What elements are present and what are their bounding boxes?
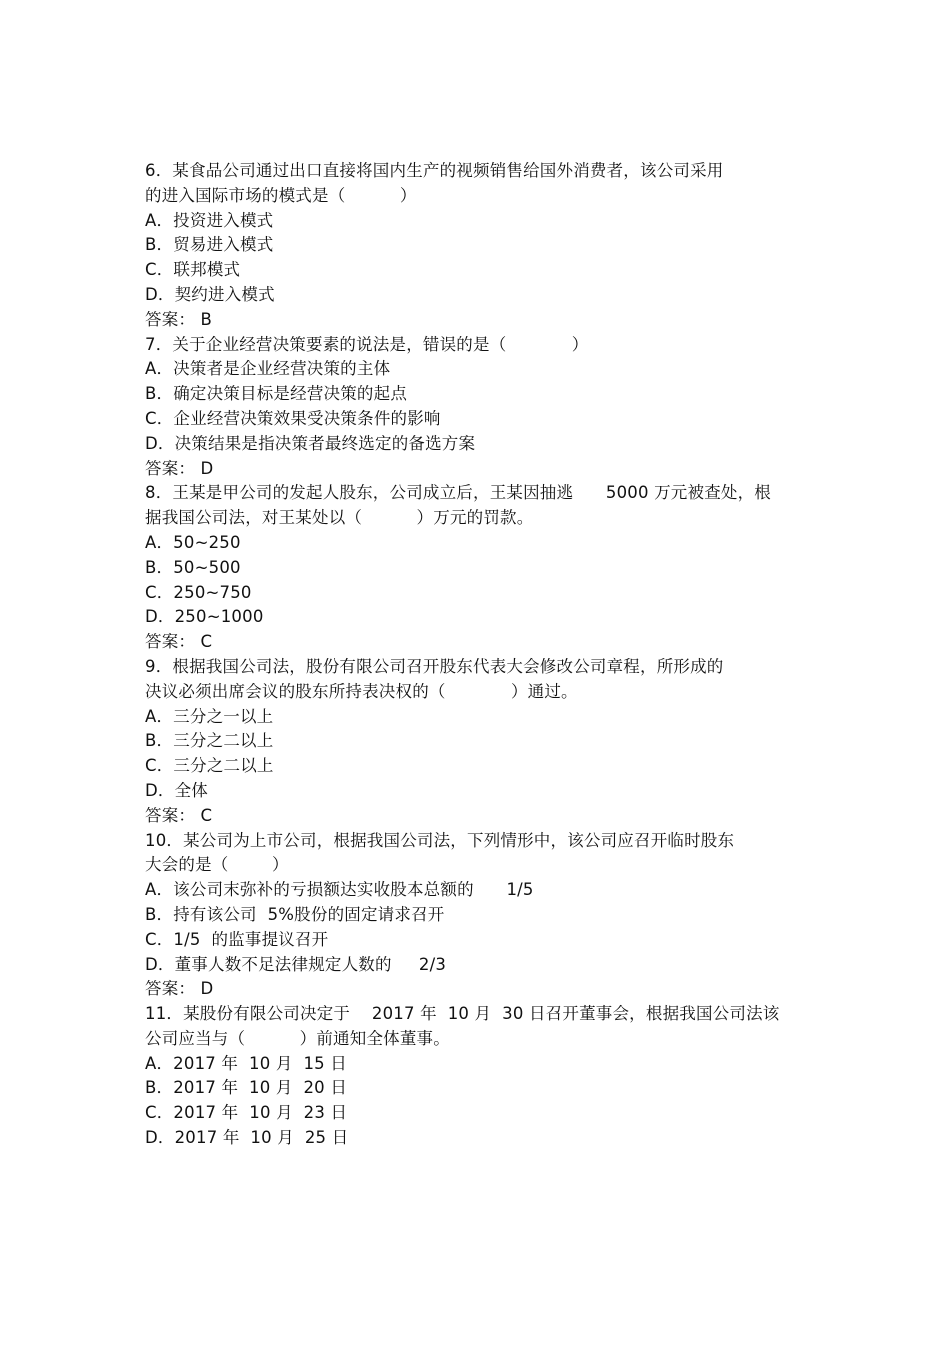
question-stem: 据我国公司法，对王某处以（ ）万元的罚款。: [145, 508, 534, 528]
question-stem: 9．根据我国公司法，股份有限公司召开股东代表大会修改公司章程，所形成的: [145, 656, 724, 676]
option-a: A．2017 年 10 月 15 日: [145, 1053, 347, 1073]
option-b: B．确定决策目标是经营决策的起点: [145, 384, 408, 404]
question-11: [145, 1002, 825, 1151]
option-d: D．决策结果是指决策者最终选定的备选方案: [145, 433, 476, 453]
question-stem: 大会的是（ ）: [145, 855, 289, 875]
option-a: A．决策者是企业经营决策的主体: [145, 359, 391, 379]
question-stem: 6．某食品公司通过出口直接将国内生产的视频销售给国外消费者，该公司采用: [145, 161, 724, 180]
question-stem: 公司应当与（ ）前通知全体董事。: [145, 1028, 450, 1048]
question-stem: 10．某公司为上市公司，根据我国公司法，下列情形中，该公司应召开临时股东: [145, 830, 735, 850]
answer: 答案： C: [145, 805, 213, 825]
question-9: [145, 655, 825, 829]
answer: 答案： D: [145, 458, 214, 478]
option-b: B．三分之二以上: [145, 731, 274, 751]
option-d: D．2017 年 10 月 25 日: [145, 1128, 349, 1148]
option-c: C．2017 年 10 月 23 日: [145, 1103, 348, 1123]
option-b: B．持有该公司 5%股份的固定请求召开: [145, 904, 445, 924]
option-c: C．企业经营决策效果受决策条件的影响: [145, 408, 441, 428]
question-stem: 11．某股份有限公司决定于 2017 年 10 月 30 日召开董事会，根据我国公司法该: [145, 1004, 780, 1024]
option-a: A．50~250: [145, 532, 241, 552]
question-10: [145, 829, 825, 1003]
answer: 答案： C: [145, 632, 213, 652]
question-6: [145, 159, 825, 333]
option-a: A．该公司末弥补的亏损额达实收股本总额的 1/5: [145, 880, 534, 900]
answer: 答案： B: [145, 309, 213, 329]
option-d: D．董事人数不足法律规定人数的 2/3: [145, 954, 447, 974]
option-b: B．贸易进入模式: [145, 235, 274, 255]
option-d: D．250~1000: [145, 607, 264, 627]
option-c: C．联邦模式: [145, 260, 241, 280]
option-c: C．1/5 的监事提议召开: [145, 929, 329, 949]
question-stem: 8．王某是甲公司的发起人股东，公司成立后，王某因抽逃 5000 万元被查处，根: [145, 483, 772, 503]
answer: 答案： D: [145, 979, 214, 999]
question-stem: 的进入国际市场的模式是（ ）: [145, 185, 417, 205]
option-d: D．全体: [145, 780, 209, 800]
question-list: [145, 159, 825, 1151]
question-7: [145, 333, 825, 482]
option-b: B．50~500: [145, 557, 241, 577]
option-c: C．三分之二以上: [145, 756, 274, 776]
question-8: [145, 481, 825, 655]
question-stem: 7．关于企业经营决策要素的说法是，错误的是（ ）: [145, 334, 589, 354]
option-a: A．投资进入模式: [145, 210, 274, 230]
option-c: C．250~750: [145, 582, 252, 602]
option-d: D．契约进入模式: [145, 284, 275, 304]
option-a: A．三分之一以上: [145, 706, 274, 726]
option-b: B．2017 年 10 月 20 日: [145, 1078, 348, 1098]
question-stem: 决议必须出席会议的股东所持表决权的（ ）通过。: [145, 681, 578, 701]
